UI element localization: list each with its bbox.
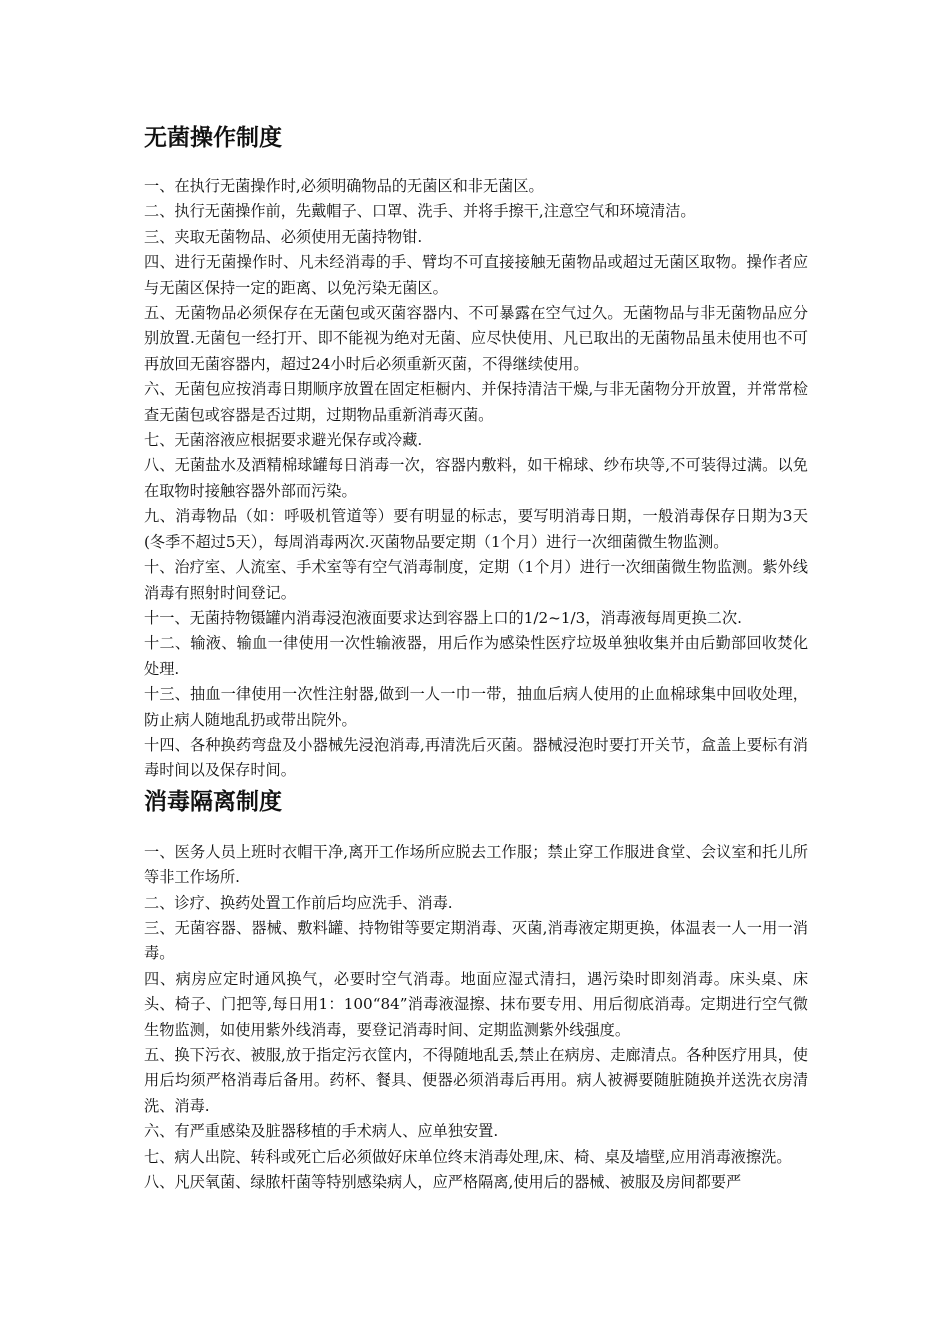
paragraph: 三、无菌容器、器械、敷料罐、持物钳等要定期消毒、灭菌,消毒液定期更换，体温表一人一用一消毒。 (144, 918, 808, 963)
paragraph: 三、夹取无菌物品、必须使用无菌持物钳. (144, 227, 423, 246)
paragraph: 六、有严重感染及脏器移植的手术病人、应单独安置. (144, 1122, 499, 1141)
paragraph: 十三、抽血一律使用一次性注射器,做到一人一巾一带，抽血后病人使用的止血棉球集中回收处理，防止病人随地乱扔或带出院外。 (144, 685, 808, 729)
paragraph: 十、治疗室、人流室、手术室等有空气消毒制度，定期（1个月）进行一次细菌微生物监测。紫外线消毒有照射时间登记。 (144, 558, 808, 602)
paragraph: 六、无菌包应按消毒日期顺序放置在固定柜橱内、并保持清洁干燥,与非无菌物分开放置，并常常检查无菌包或容器是否过期，过期物品重新消毒灭菌。 (144, 380, 808, 424)
paragraph: 二、执行无菌操作前，先戴帽子、口罩、洗手、并将手擦干,注意空气和环境清洁。 (144, 202, 696, 221)
paragraph: 七、无菌溶液应根据要求避光保存或冷藏. (144, 431, 423, 450)
paragraph: 四、病房应定时通风换气，必要时空气消毒。地面应湿式清扫，遇污染时即刻消毒。床头桌、床头、椅子、门把等,每日用1：100“84”消毒液湿擦、抹布要专用、用后彻底消毒。定期进行空气微生物监测，如使用紫外线消毒，要登记消毒时间、定期监测紫外线强度。 (144, 969, 808, 1039)
paragraph: 十二、输液、输血一律使用一次性输液器，用后作为感染性医疗垃圾单独收集并由后勤部回收焚化处理. (144, 634, 808, 678)
section-body-aseptic (144, 174, 808, 784)
paragraph: 一、医务人员上班时衣帽干净,离开工作场所应脱去工作服；禁止穿工作服进食堂、会议室和托儿所等非工作场所. (144, 842, 808, 887)
document-content (144, 120, 808, 1195)
section-body-disinfection (144, 840, 808, 1196)
paragraph: 八、无菌盐水及酒精棉球罐每日消毒一次，容器内敷料，如干棉球、纱布块等,不可装得过满。以免在取物时接触容器外部而污染。 (144, 456, 808, 500)
paragraph: 九、消毒物品（如：呼吸机管道等）要有明显的标志，要写明消毒日期，一般消毒保存日期为3天(冬季不超过5天），每周消毒两次.灭菌物品要定期（1个月）进行一次细菌微生物监测。 (144, 507, 808, 551)
paragraph: 十一、无菌持物镊罐内消毒浸泡液面要求达到容器上口的1/2~1/3，消毒液每周更换二次. (144, 608, 743, 627)
paragraph: 七、病人出院、转科或死亡后必须做好床单位终末消毒处理,床、椅、桌及墙壁,应用消毒液擦洗。 (144, 1147, 792, 1166)
paragraph: 二、诊疗、换药处置工作前后均应洗手、消毒. (144, 893, 453, 912)
paragraph: 五、换下污衣、被服,放于指定污衣筐内，不得随地乱丢,禁止在病房、走廊清点。各种医疗用具，使用后均须严格消毒后备用。药杯、餐具、便器必须消毒后再用。病人被褥要随脏随换并送洗衣房清洗、消毒. (144, 1046, 808, 1115)
section-title-aseptic: 无菌操作制度 (144, 125, 282, 151)
paragraph: 五、无菌物品必须保存在无菌包或灭菌容器内、不可暴露在空气过久。无菌物品与非无菌物品应分别放置.无菌包一经打开、即不能视为绝对无菌、应尽快使用、凡已取出的无菌物品虽未使用也不可再放回无菌容器内，超过24小时后必须重新灭菌，不得继续使用。 (144, 304, 808, 373)
paragraph: 一、在执行无菌操作时,必须明确物品的无菌区和非无菌区。 (144, 177, 544, 195)
paragraph: 十四、各种换药弯盘及小器械先浸泡消毒,再清洗后灭菌。器械浸泡时要打开关节，盒盖上要标有消毒时间以及保存时间。 (144, 735, 808, 780)
paragraph: 八、凡厌氧菌、绿脓杆菌等特别感染病人，应严格隔离,使用后的器械、被服及房间都要严 (144, 1173, 742, 1192)
paragraph: 四、进行无菌操作时、凡未经消毒的手、臂均不可直接接触无菌物品或超过无菌区取物。操作者应与无菌区保持一定的距离、以免污染无菌区。 (144, 253, 808, 297)
section-title-disinfection: 消毒隔离制度 (144, 788, 282, 815)
